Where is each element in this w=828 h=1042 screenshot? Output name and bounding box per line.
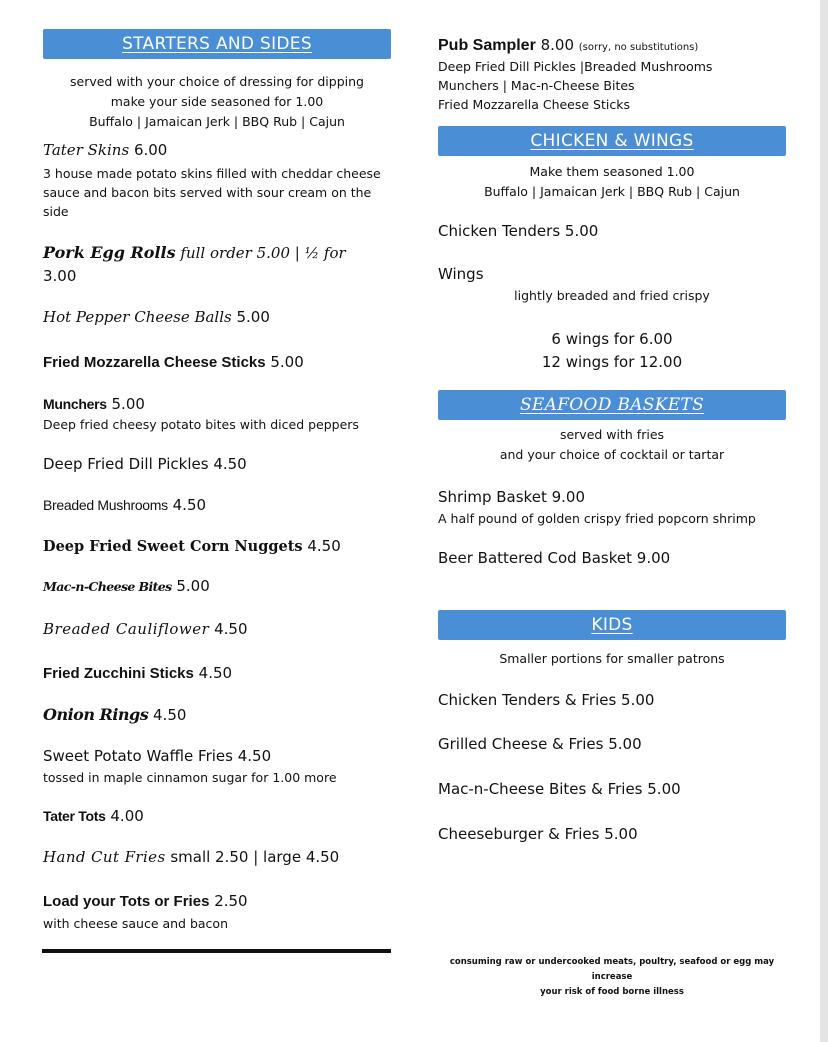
description-line: 3 house made potato skins filled with cheddar cheese <box>43 166 381 181</box>
description-line: side <box>43 204 69 219</box>
item-note: (sorry, no substitutions) <box>578 42 699 53</box>
item-price: 5.00 <box>270 353 304 371</box>
kids-note: Smaller portions for smaller patrons <box>499 651 725 666</box>
item-price: 3.00 <box>43 267 77 285</box>
item-price: 2.50 <box>214 892 248 910</box>
item-price: 5.00 <box>176 577 210 595</box>
menu-item-tater-skins <box>43 141 167 159</box>
menu-item-onion-rings <box>43 705 186 724</box>
menu-item-dill-pickles <box>43 455 247 473</box>
item-price: 4.50 <box>307 537 341 555</box>
item-name: Pub Sampler <box>438 37 536 54</box>
menu-item-shrimp-basket: Shrimp Basket 9.00 <box>438 488 585 506</box>
item-price: 5.00 <box>236 308 270 326</box>
item-name: Pork Egg Rolls <box>43 243 176 262</box>
menu-item-kids-cheeseburger: Cheeseburger & Fries 5.00 <box>438 825 638 843</box>
item-price: 4.50 <box>214 620 248 638</box>
chicken-note-line: Make them seasoned 1.00 <box>529 164 695 179</box>
starters-banner: STARTERS AND SIDES <box>43 29 391 59</box>
item-description: A half pound of golden crispy fried popcorn shrimp <box>438 511 756 526</box>
wings-price-line: 6 wings for 6.00 <box>551 330 673 348</box>
menu-item-kids-tenders: Chicken Tenders & Fries 5.00 <box>438 691 655 709</box>
description-line: sauce and bacon bits served with sour cream on the <box>43 185 372 200</box>
menu-item-pork-egg-rolls <box>43 241 346 288</box>
item-name: Breaded Mushrooms <box>43 497 168 513</box>
item-name: Mac-n-Cheese Bites <box>43 579 172 594</box>
menu-item-fried-mozzarella <box>43 353 304 371</box>
starters-note-line: make your side seasoned for 1.00 <box>110 94 324 109</box>
item-price: 4.50 <box>198 664 233 682</box>
menu-item-chicken-tenders: Chicken Tenders 5.00 <box>438 222 599 240</box>
menu-item-munchers <box>43 395 145 413</box>
kids-banner: KIDS <box>438 610 786 640</box>
item-name: Onion Rings <box>43 705 149 724</box>
menu-item-breaded-cauliflower <box>43 620 248 638</box>
item-description: with cheese sauce and bacon <box>43 916 229 931</box>
menu-item-load-your-tots <box>43 892 248 910</box>
menu-item-kids-mac-n-cheese: Mac-n-Cheese Bites & Fries 5.00 <box>438 780 681 798</box>
item-name: Hand Cut Fries <box>43 848 166 866</box>
page-edge <box>820 0 828 1042</box>
item-price: 5.00 <box>111 395 145 413</box>
item-price: 4.50 <box>153 706 187 724</box>
menu-item-wings: Wings <box>438 265 484 283</box>
item-price: 4.50 <box>237 747 272 765</box>
item-name: Fried Mozzarella Cheese Sticks <box>43 354 266 371</box>
seafood-banner: SEAFOOD BASKETS <box>438 390 786 420</box>
menu-item-hand-cut-fries <box>43 848 339 866</box>
starters-note <box>42 72 392 132</box>
item-price: 4.50 <box>213 455 247 473</box>
menu-item-sweet-corn-nuggets <box>43 537 341 555</box>
item-name: Deep Fried Dill Pickles <box>43 455 209 473</box>
item-name: Hot Pepper Cheese Balls <box>43 308 232 326</box>
sampler-lines <box>438 57 712 114</box>
seafood-note <box>437 425 787 465</box>
menu-item-hot-pepper-cheese-balls <box>43 308 270 326</box>
sampler-line: Fried Mozzarella Cheese Sticks <box>438 97 630 112</box>
item-price: small 2.50 | large 4.50 <box>170 848 340 866</box>
item-description: tossed in maple cinnamon sugar for 1.00 more <box>43 770 337 785</box>
item-name: Sweet Potato Waffle Fries <box>43 747 233 765</box>
menu-item-sweet-potato-fries <box>43 747 271 765</box>
item-price: 8.00 <box>540 36 574 54</box>
item-name: Munchers <box>43 396 107 412</box>
seafood-note-line: served with fries <box>559 427 665 442</box>
item-price: 4.50 <box>172 496 207 514</box>
starters-note-line: served with your choice of dressing for dipping <box>70 74 364 89</box>
menu-item-pub-sampler <box>438 36 698 55</box>
item-price: 4.00 <box>110 807 144 825</box>
sampler-line: Deep Fried Dill Pickles |Breaded Mushrooms <box>438 59 713 74</box>
item-name: Tater Tots <box>43 808 106 824</box>
item-name: Load your Tots or Fries <box>43 893 210 910</box>
wings-price-line: 12 wings for 12.00 <box>541 353 683 371</box>
disclaimer-line: consuming raw or undercooked meats, poultry, seafood or egg may increase <box>449 957 775 982</box>
menu-item-cod-basket: Beer Battered Cod Basket 9.00 <box>438 549 671 567</box>
item-name: Tater Skins <box>43 141 130 159</box>
menu-item-mac-n-cheese-bites <box>43 577 210 595</box>
food-safety-disclaimer <box>437 955 787 1000</box>
wings-prices <box>437 328 787 374</box>
item-name: Breaded Cauliflower <box>43 620 210 638</box>
chicken-note-line: Buffalo | Jamaican Jerk | BBQ Rub | Cajun <box>484 184 740 199</box>
item-name: Fried Zucchini Sticks <box>43 665 194 682</box>
sampler-line: Munchers | Mac-n-Cheese Bites <box>438 78 635 93</box>
chicken-banner: CHICKEN & WINGS <box>438 126 786 156</box>
disclaimer-line: your risk of food borne illness <box>540 987 684 997</box>
menu-item-fried-zucchini <box>43 664 232 682</box>
menu-item-breaded-mushrooms <box>43 496 206 514</box>
menu-item-tater-tots <box>43 807 144 825</box>
item-price: 6.00 <box>133 141 168 159</box>
chicken-note <box>437 162 787 202</box>
divider-rule <box>42 949 391 953</box>
item-price: full order 5.00 | ½ for <box>180 244 346 262</box>
wings-description: lightly breaded and fried crispy <box>514 288 710 303</box>
item-name: Deep Fried Sweet Corn Nuggets <box>43 538 303 555</box>
item-description: Deep fried cheesy potato bites with diced peppers <box>43 417 359 432</box>
menu-item-kids-grilled-cheese: Grilled Cheese & Fries 5.00 <box>438 735 642 753</box>
item-description <box>43 164 381 221</box>
starters-note-line: Buffalo | Jamaican Jerk | BBQ Rub | Cajun <box>89 114 345 129</box>
seafood-note-line: and your choice of cocktail or tartar <box>499 447 725 462</box>
